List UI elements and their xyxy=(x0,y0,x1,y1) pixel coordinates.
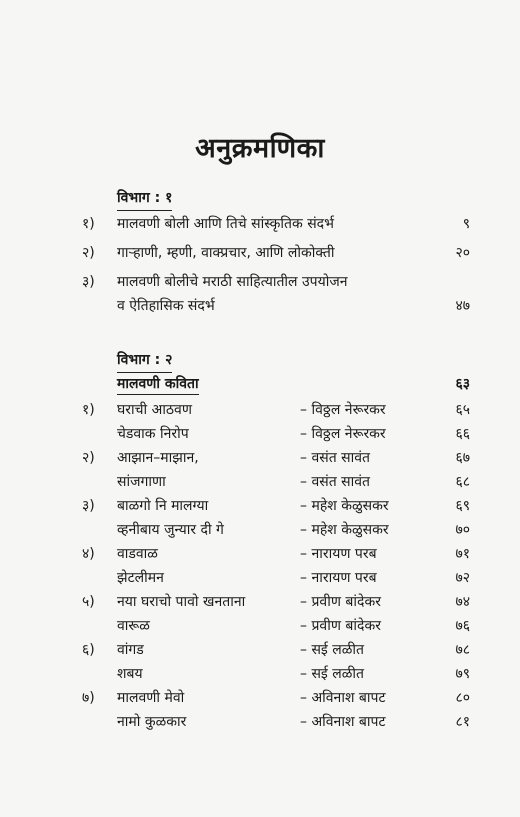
entry-page: ४७ xyxy=(455,298,470,314)
toc-entry xyxy=(0,662,520,686)
poem-author: – विठ्ठल नेरूरकर xyxy=(300,426,386,442)
entry-title: मालवणी बोली आणि तिचे सांस्कृतिक संदर्भ xyxy=(117,216,334,232)
toc-entry xyxy=(0,422,520,446)
toc-subheading xyxy=(0,372,520,396)
entry-page: ७१ xyxy=(455,546,470,562)
toc-entry xyxy=(0,212,520,236)
entry-page: ६६ xyxy=(455,426,470,442)
entry-page: ६८ xyxy=(455,474,470,490)
poem-author: – सई लळीत xyxy=(300,642,364,658)
toc-entry xyxy=(0,686,520,710)
poem-author: – अविनाश बापट xyxy=(300,690,386,706)
poem-title: घराची आठवण xyxy=(117,402,192,418)
entry-number: ७) xyxy=(82,690,95,706)
toc-entry xyxy=(0,446,520,470)
toc-entry xyxy=(0,270,520,294)
toc-entry xyxy=(0,710,520,734)
toc-entry xyxy=(0,494,520,518)
entry-page: ८१ xyxy=(455,714,470,730)
entry-page: ७६ xyxy=(455,618,470,634)
poem-title: चेडवाक निरोप xyxy=(117,426,189,442)
poem-title: वांगड xyxy=(117,642,144,658)
poem-title: वारूळ xyxy=(117,618,150,634)
entry-page: ७९ xyxy=(455,666,470,682)
entry-page: ६९ xyxy=(455,498,470,514)
poem-author: – महेश केळुसकर xyxy=(300,522,389,538)
toc-entry xyxy=(0,638,520,662)
page-title: अनुक्रमणिका xyxy=(195,133,325,164)
poem-title: सांजगाणा xyxy=(117,474,166,490)
entry-number: ३) xyxy=(82,498,95,514)
poem-title: नामो कुळकार xyxy=(117,714,187,730)
poem-author: – नारायण परब xyxy=(300,546,377,562)
entry-page: ७० xyxy=(455,522,470,538)
toc-entry xyxy=(0,614,520,638)
entry-number: १) xyxy=(82,216,95,232)
entry-page: ९ xyxy=(462,216,470,232)
entry-number: ६) xyxy=(82,642,95,658)
entry-page: ७२ xyxy=(455,570,470,586)
toc-entry xyxy=(0,398,520,422)
poem-author: – वसंत सावंत xyxy=(300,450,370,466)
entry-page: ६५ xyxy=(455,402,470,418)
entry-number: ३) xyxy=(82,274,95,290)
poem-title: मालवणी मेवो xyxy=(117,690,185,706)
poem-title: नया घराचो पावो खनताना xyxy=(117,594,246,610)
entry-title: गाऱ्हाणी, म्हणी, वाक्प्रचार, आणि लोकोक्ती xyxy=(117,245,335,261)
poem-title: वाडवाळ xyxy=(117,546,158,562)
entry-page: ६७ xyxy=(455,450,470,466)
poem-author: – प्रवीण बांदेकर xyxy=(300,594,381,610)
section-2-heading-text: विभाग : २ xyxy=(117,350,172,373)
section-1-heading-text: विभाग : १ xyxy=(117,188,172,211)
poem-author: – अविनाश बापट xyxy=(300,714,386,730)
toc-entry xyxy=(0,590,520,614)
subheading-text: मालवणी कविता xyxy=(117,376,199,395)
toc-entry xyxy=(0,241,520,265)
entry-page: ८० xyxy=(455,690,470,706)
poem-title: आझान–माझान, xyxy=(117,450,199,466)
entry-number: ५) xyxy=(82,594,95,610)
entry-page: ७८ xyxy=(455,642,470,658)
entry-page: २० xyxy=(455,245,470,261)
poem-author: – महेश केळुसकर xyxy=(300,498,389,514)
poem-author: – नारायण परब xyxy=(300,570,377,586)
toc-entry-continued xyxy=(0,294,520,318)
entry-number: ४) xyxy=(82,546,95,562)
poem-author: – विठ्ठल नेरूरकर xyxy=(300,402,386,418)
entry-page: ६३ xyxy=(455,376,470,392)
entry-number: १) xyxy=(82,402,95,418)
poem-title: झेटलीमन xyxy=(117,570,164,586)
toc-entry xyxy=(0,470,520,494)
entry-title: व ऐतिहासिक संदर्भ xyxy=(117,298,215,314)
poem-title: बाळगो नि मालग्या xyxy=(117,498,209,514)
section-2-heading xyxy=(117,350,172,373)
section-1-heading xyxy=(117,188,172,211)
entry-number: २) xyxy=(82,450,95,466)
poem-title: व्हनीबाय जुन्यार दी गे xyxy=(117,522,224,538)
toc-entry xyxy=(0,518,520,542)
poem-title: शबय xyxy=(117,666,143,682)
entry-page: ७४ xyxy=(455,594,470,610)
toc-entry xyxy=(0,566,520,590)
entry-number: २) xyxy=(82,245,95,261)
poem-author: – वसंत सावंत xyxy=(300,474,370,490)
poem-author: – प्रवीण बांदेकर xyxy=(300,618,381,634)
poem-author: – सई लळीत xyxy=(300,666,364,682)
entry-title: मालवणी बोलीचे मराठी साहित्यातील उपयोजन xyxy=(117,274,348,290)
toc-entry xyxy=(0,542,520,566)
